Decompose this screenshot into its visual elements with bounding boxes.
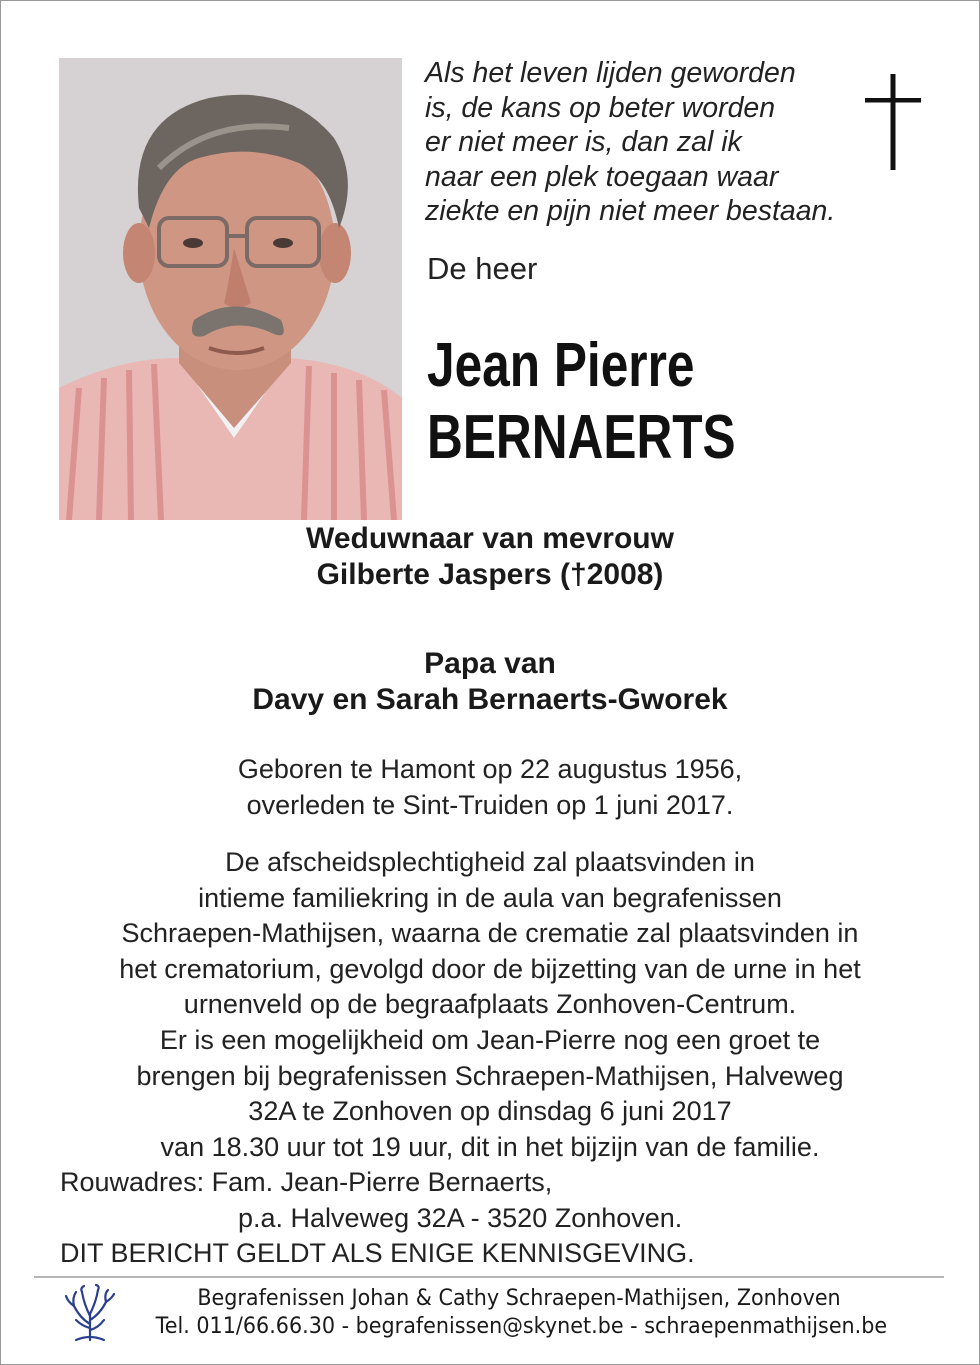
ceremony-line: intieme familiekring in de aula van begrafenissen — [198, 882, 782, 913]
death-line: overleden te Sint-Truiden op 1 juni 2017. — [246, 789, 734, 820]
ceremony-line: brengen bij begrafenissen Schraepen-Mathijsen, Halveweg — [136, 1060, 844, 1091]
poem-line: is, de kans op beter worden — [425, 91, 776, 124]
widower-line: Weduwnaar van mevrouw — [306, 522, 674, 555]
salutation: De heer — [427, 251, 538, 286]
address-line: Rouwadres: Fam. Jean-Pierre Bernaerts, — [60, 1167, 553, 1197]
cross-icon — [865, 74, 921, 170]
ceremony-line: Er is een mogelijkheid om Jean-Pierre nog een groet te — [159, 1024, 821, 1055]
poem-line: ziekte en pijn niet meer bestaan. — [425, 195, 836, 227]
footer-company: Begrafenissen Johan & Cathy Schraepen-Mathijsen, Zonhoven — [197, 1285, 841, 1311]
tree-logo-icon — [62, 1284, 118, 1342]
ceremony-line: urnenveld op de begraafplaats Zonhoven-Centrum. — [183, 989, 797, 1020]
address-street: p.a. Halveweg 32A - 3520 Zonhoven. — [238, 1203, 683, 1233]
widower-spouse: Gilberte Jaspers (†2008) — [316, 558, 664, 591]
portrait-photo — [59, 58, 402, 520]
children-names: Davy en Sarah Bernaerts-Gworek — [252, 683, 728, 716]
ceremony-line: 32A te Zonhoven op dinsdag 6 juni 2017 — [248, 1096, 732, 1127]
deceased-name — [427, 330, 736, 474]
ceremony-line: Schraepen-Mathijsen, waarna de crematie zal plaatsvinden in — [121, 918, 859, 949]
children-section — [40, 646, 940, 718]
children-line: Papa van — [424, 647, 556, 680]
widower-section — [40, 521, 940, 593]
footer-divider — [34, 1276, 944, 1278]
ceremony-line: De afscheidsplechtigheid zal plaatsvinden in — [225, 847, 755, 877]
notice-line: DIT BERICHT GELDT ALS ENIGE KENNISGEVING. — [60, 1238, 695, 1268]
footer-contact: Tel. 011/66.66.30 - begrafenissen@skynet.be - schraepenmathijsen.be — [155, 1313, 888, 1339]
ceremony-line: het crematorium, gevolgd door de bijzetting van de urne in het — [119, 953, 861, 984]
portrait-illustration — [59, 58, 402, 520]
dates-section — [40, 752, 940, 823]
poem-line: er niet meer is, dan zal ik — [425, 126, 742, 158]
ceremony-line: van 18.30 uur tot 19 uur, dit in het bijzijn van de familie. — [160, 1131, 820, 1162]
poem-line: Als het leven lijden geworden — [425, 57, 796, 89]
deceased-first-names: Jean Pierre — [427, 331, 695, 400]
poem — [425, 56, 865, 229]
ceremony-section — [40, 845, 940, 1165]
poem-line: naar een plek toegaan waar — [425, 160, 779, 193]
deceased-surname: BERNAERTS — [427, 403, 736, 472]
birth-line: Geboren te Hamont op 22 augustus 1956, — [237, 754, 743, 784]
